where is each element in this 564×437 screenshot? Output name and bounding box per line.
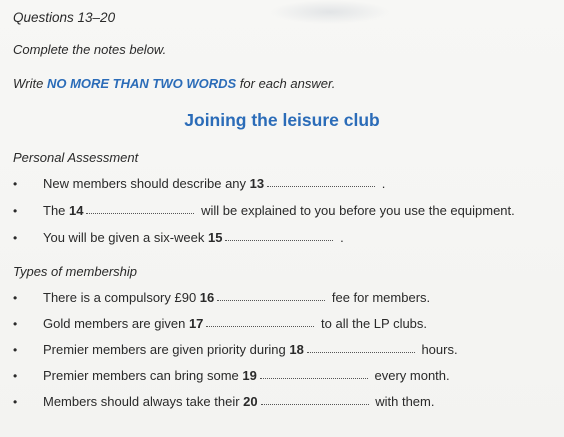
instruction-word-limit — [13, 76, 335, 91]
bullet-marker: • — [13, 369, 18, 383]
question-number: 18 — [289, 342, 304, 357]
note-item-18 — [13, 342, 458, 357]
bullet-marker: • — [13, 204, 18, 218]
note-text-post: to all the LP clubs. — [317, 316, 428, 331]
question-number: 14 — [69, 203, 84, 218]
notes-title: Joining the leisure club — [184, 110, 380, 130]
note-text-post: . — [336, 230, 344, 245]
note-text-post: hours. — [417, 342, 458, 357]
note-text-post: . — [378, 176, 386, 191]
note-text-pre: You will be given a six-week — [43, 230, 208, 245]
bullet-marker: • — [13, 317, 18, 331]
questions-heading: Questions 13–20 — [13, 10, 116, 25]
note-text-pre: The — [43, 203, 70, 218]
question-number: 16 — [199, 290, 215, 305]
answer-blank-16[interactable] — [217, 299, 325, 301]
answer-blank-15[interactable] — [225, 239, 333, 241]
note-text-pre: Premier members can bring some — [43, 368, 243, 383]
answer-blank-20[interactable] — [261, 403, 369, 405]
note-item-14 — [13, 203, 515, 218]
bullet-marker: • — [13, 291, 18, 305]
note-text-pre: Members should always take their — [43, 394, 244, 409]
bullet-marker: • — [13, 177, 18, 191]
question-number: 13 — [249, 176, 265, 191]
answer-blank-19[interactable] — [260, 377, 368, 379]
note-item-16 — [13, 290, 430, 305]
question-number: 20 — [243, 394, 258, 409]
note-text-post: with them. — [371, 394, 435, 409]
answer-blank-13[interactable] — [267, 185, 375, 187]
question-number: 15 — [208, 230, 223, 245]
instruction-pre: Write — [13, 76, 47, 91]
answer-blank-18[interactable] — [307, 351, 415, 353]
instruction-complete-notes: Complete the notes below. — [13, 42, 167, 57]
note-text-pre: Premier members are given priority during — [43, 342, 290, 357]
note-text-pre: There is a compulsory £90 — [43, 290, 200, 305]
note-item-15 — [13, 230, 344, 245]
note-text-pre: Gold members are given — [43, 316, 189, 331]
note-item-19 — [13, 368, 450, 383]
bullet-marker: • — [13, 343, 18, 357]
note-item-20 — [13, 394, 434, 409]
note-item-13 — [13, 176, 385, 191]
paper-stain — [270, 0, 390, 24]
bullet-marker: • — [13, 231, 18, 245]
answer-blank-14[interactable] — [86, 212, 194, 214]
section-heading-personal-assessment: Personal Assessment — [13, 150, 139, 165]
question-number: 17 — [188, 316, 204, 331]
note-text-pre: New members should describe any — [43, 176, 250, 191]
note-text-post: every month. — [370, 368, 450, 383]
bullet-marker: • — [13, 395, 18, 409]
question-number: 19 — [242, 368, 257, 383]
note-item-17 — [13, 316, 427, 331]
section-heading-types-of-membership: Types of membership — [13, 264, 138, 279]
note-text-post: will be explained to you before you use the equipment. — [197, 203, 515, 218]
note-text-post: fee for members. — [328, 290, 431, 305]
instruction-emphasis: NO MORE THAN TWO WORDS — [46, 76, 237, 91]
answer-blank-17[interactable] — [206, 325, 314, 327]
instruction-post: for each answer. — [236, 76, 336, 91]
